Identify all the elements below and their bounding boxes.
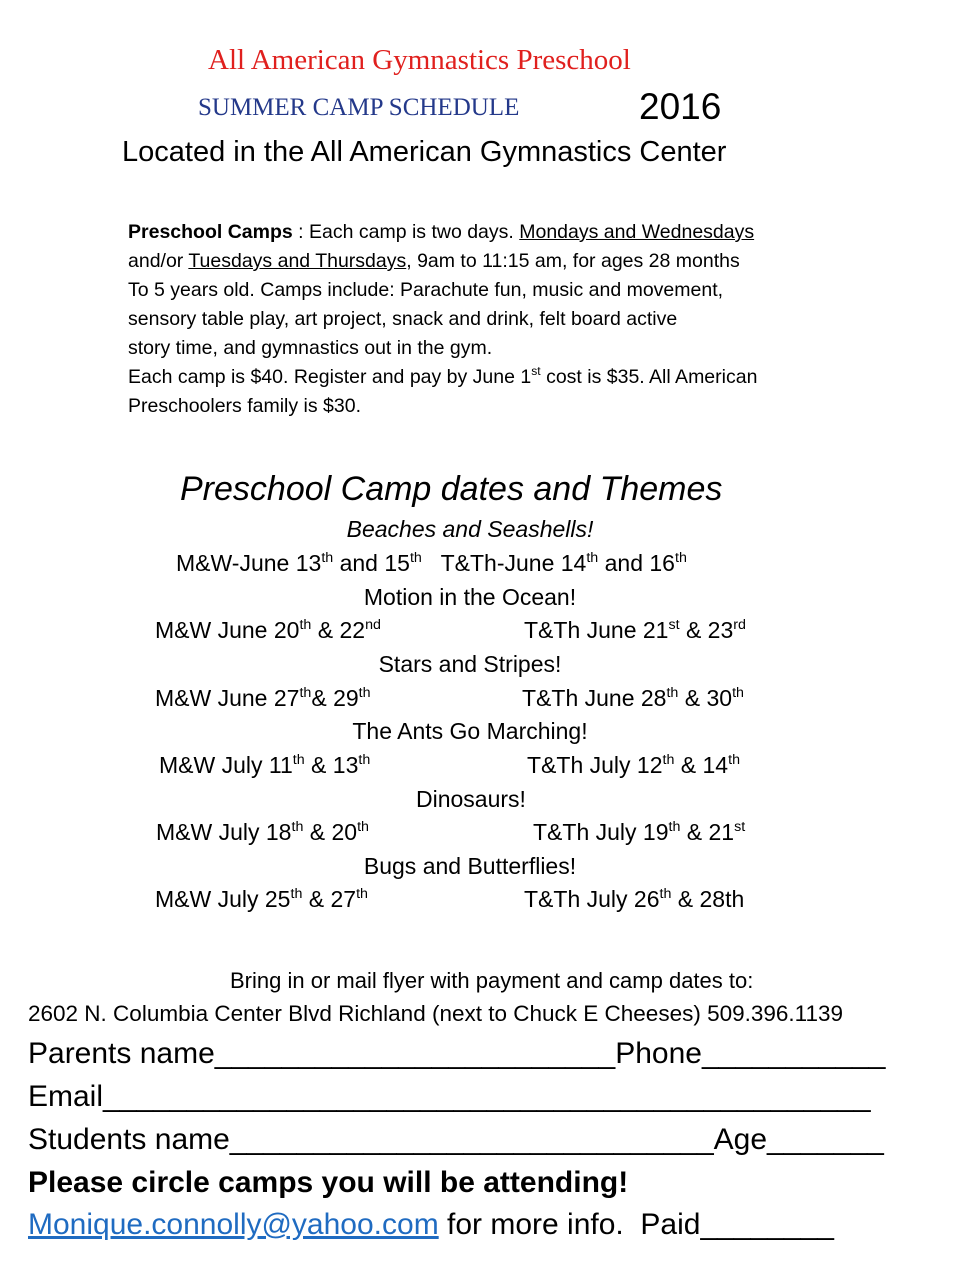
parents-name-field[interactable]: Parents name________________________Phone___________ bbox=[28, 1037, 886, 1070]
tue-thu-text: Tuesdays and Thursdays bbox=[188, 250, 407, 272]
location-line: Located in the All American Gymnastics Center bbox=[122, 136, 727, 168]
dates-dinosaurs-mw: M&W July 18th & 20th bbox=[156, 818, 369, 845]
intro-label: Preschool Camps bbox=[128, 221, 293, 243]
dates-ants-tt: T&Th July 12th & 14th bbox=[527, 751, 740, 778]
paid-field[interactable]: for more info. Paid________ bbox=[438, 1208, 834, 1241]
contact-line bbox=[28, 1208, 834, 1242]
dates-stars-mw: M&W June 27th& 29th bbox=[155, 684, 371, 711]
intro-line-6: Each camp is $40. Register and pay by June 1st cost is $35. All American bbox=[128, 363, 758, 388]
theme-dinosaurs: Dinosaurs! bbox=[416, 786, 526, 812]
theme-ants: The Ants Go Marching! bbox=[352, 718, 588, 744]
circle-camps-note: Please circle camps you will be attending! bbox=[28, 1166, 629, 1199]
dates-bugs-mw: M&W July 25th & 27th bbox=[155, 885, 368, 912]
theme-stars: Stars and Stripes! bbox=[378, 651, 562, 677]
mon-wed-text: Mondays and Wednesdays bbox=[519, 221, 755, 243]
theme-beaches: Beaches and Seashells! bbox=[346, 516, 594, 542]
dates-ocean-mw: M&W June 20th & 22nd bbox=[155, 616, 381, 643]
email-field[interactable]: Email______________________________________________ bbox=[28, 1080, 871, 1113]
intro-line-5: story time, and gymnastics out in the gym. bbox=[128, 337, 493, 359]
intro-line-3: To 5 years old. Camps include: Parachute fun, music and movement, bbox=[128, 279, 724, 301]
dates-ocean-tt: T&Th June 21st & 23rd bbox=[524, 616, 746, 643]
theme-bugs: Bugs and Butterflies! bbox=[363, 853, 577, 879]
themes-heading: Preschool Camp dates and Themes bbox=[180, 470, 723, 508]
year: 2016 bbox=[639, 86, 722, 127]
contact-email-link[interactable]: Monique.connolly@yahoo.com bbox=[28, 1208, 439, 1241]
intro-line-1: Preschool Camps : Each camp is two days. Mondays and Wednesdays bbox=[128, 221, 755, 243]
address-phone: 2602 N. Columbia Center Blvd Richland (next to Chuck E Cheeses) 509.396.1139 bbox=[28, 1001, 844, 1026]
dates-beaches: M&W-June 13th and 15th T&Th-June 14th and 16th bbox=[176, 549, 687, 576]
intro-line-2: and/or Tuesdays and Thursdays, 9am to 11:15 am, for ages 28 months bbox=[128, 250, 740, 272]
dates-stars-tt: T&Th June 28th & 30th bbox=[522, 684, 744, 711]
page-title: All American Gymnastics Preschool bbox=[208, 44, 631, 76]
dates-dinosaurs-tt: T&Th July 19th & 21st bbox=[533, 818, 746, 845]
intro-line-7: Preschoolers family is $30. bbox=[128, 395, 362, 417]
page-subtitle: SUMMER CAMP SCHEDULE bbox=[198, 94, 520, 121]
dates-bugs-tt: T&Th July 26th & 28th bbox=[524, 885, 745, 912]
mail-instructions: Bring in or mail flyer with payment and camp dates to: bbox=[230, 968, 754, 993]
theme-ocean: Motion in the Ocean! bbox=[363, 584, 577, 610]
intro-line-4: sensory table play, art project, snack and drink, felt board active bbox=[128, 308, 678, 330]
dates-ants-mw: M&W July 11th & 13th bbox=[159, 751, 371, 778]
students-name-field[interactable]: Students name_____________________________Age_______ bbox=[28, 1123, 884, 1156]
